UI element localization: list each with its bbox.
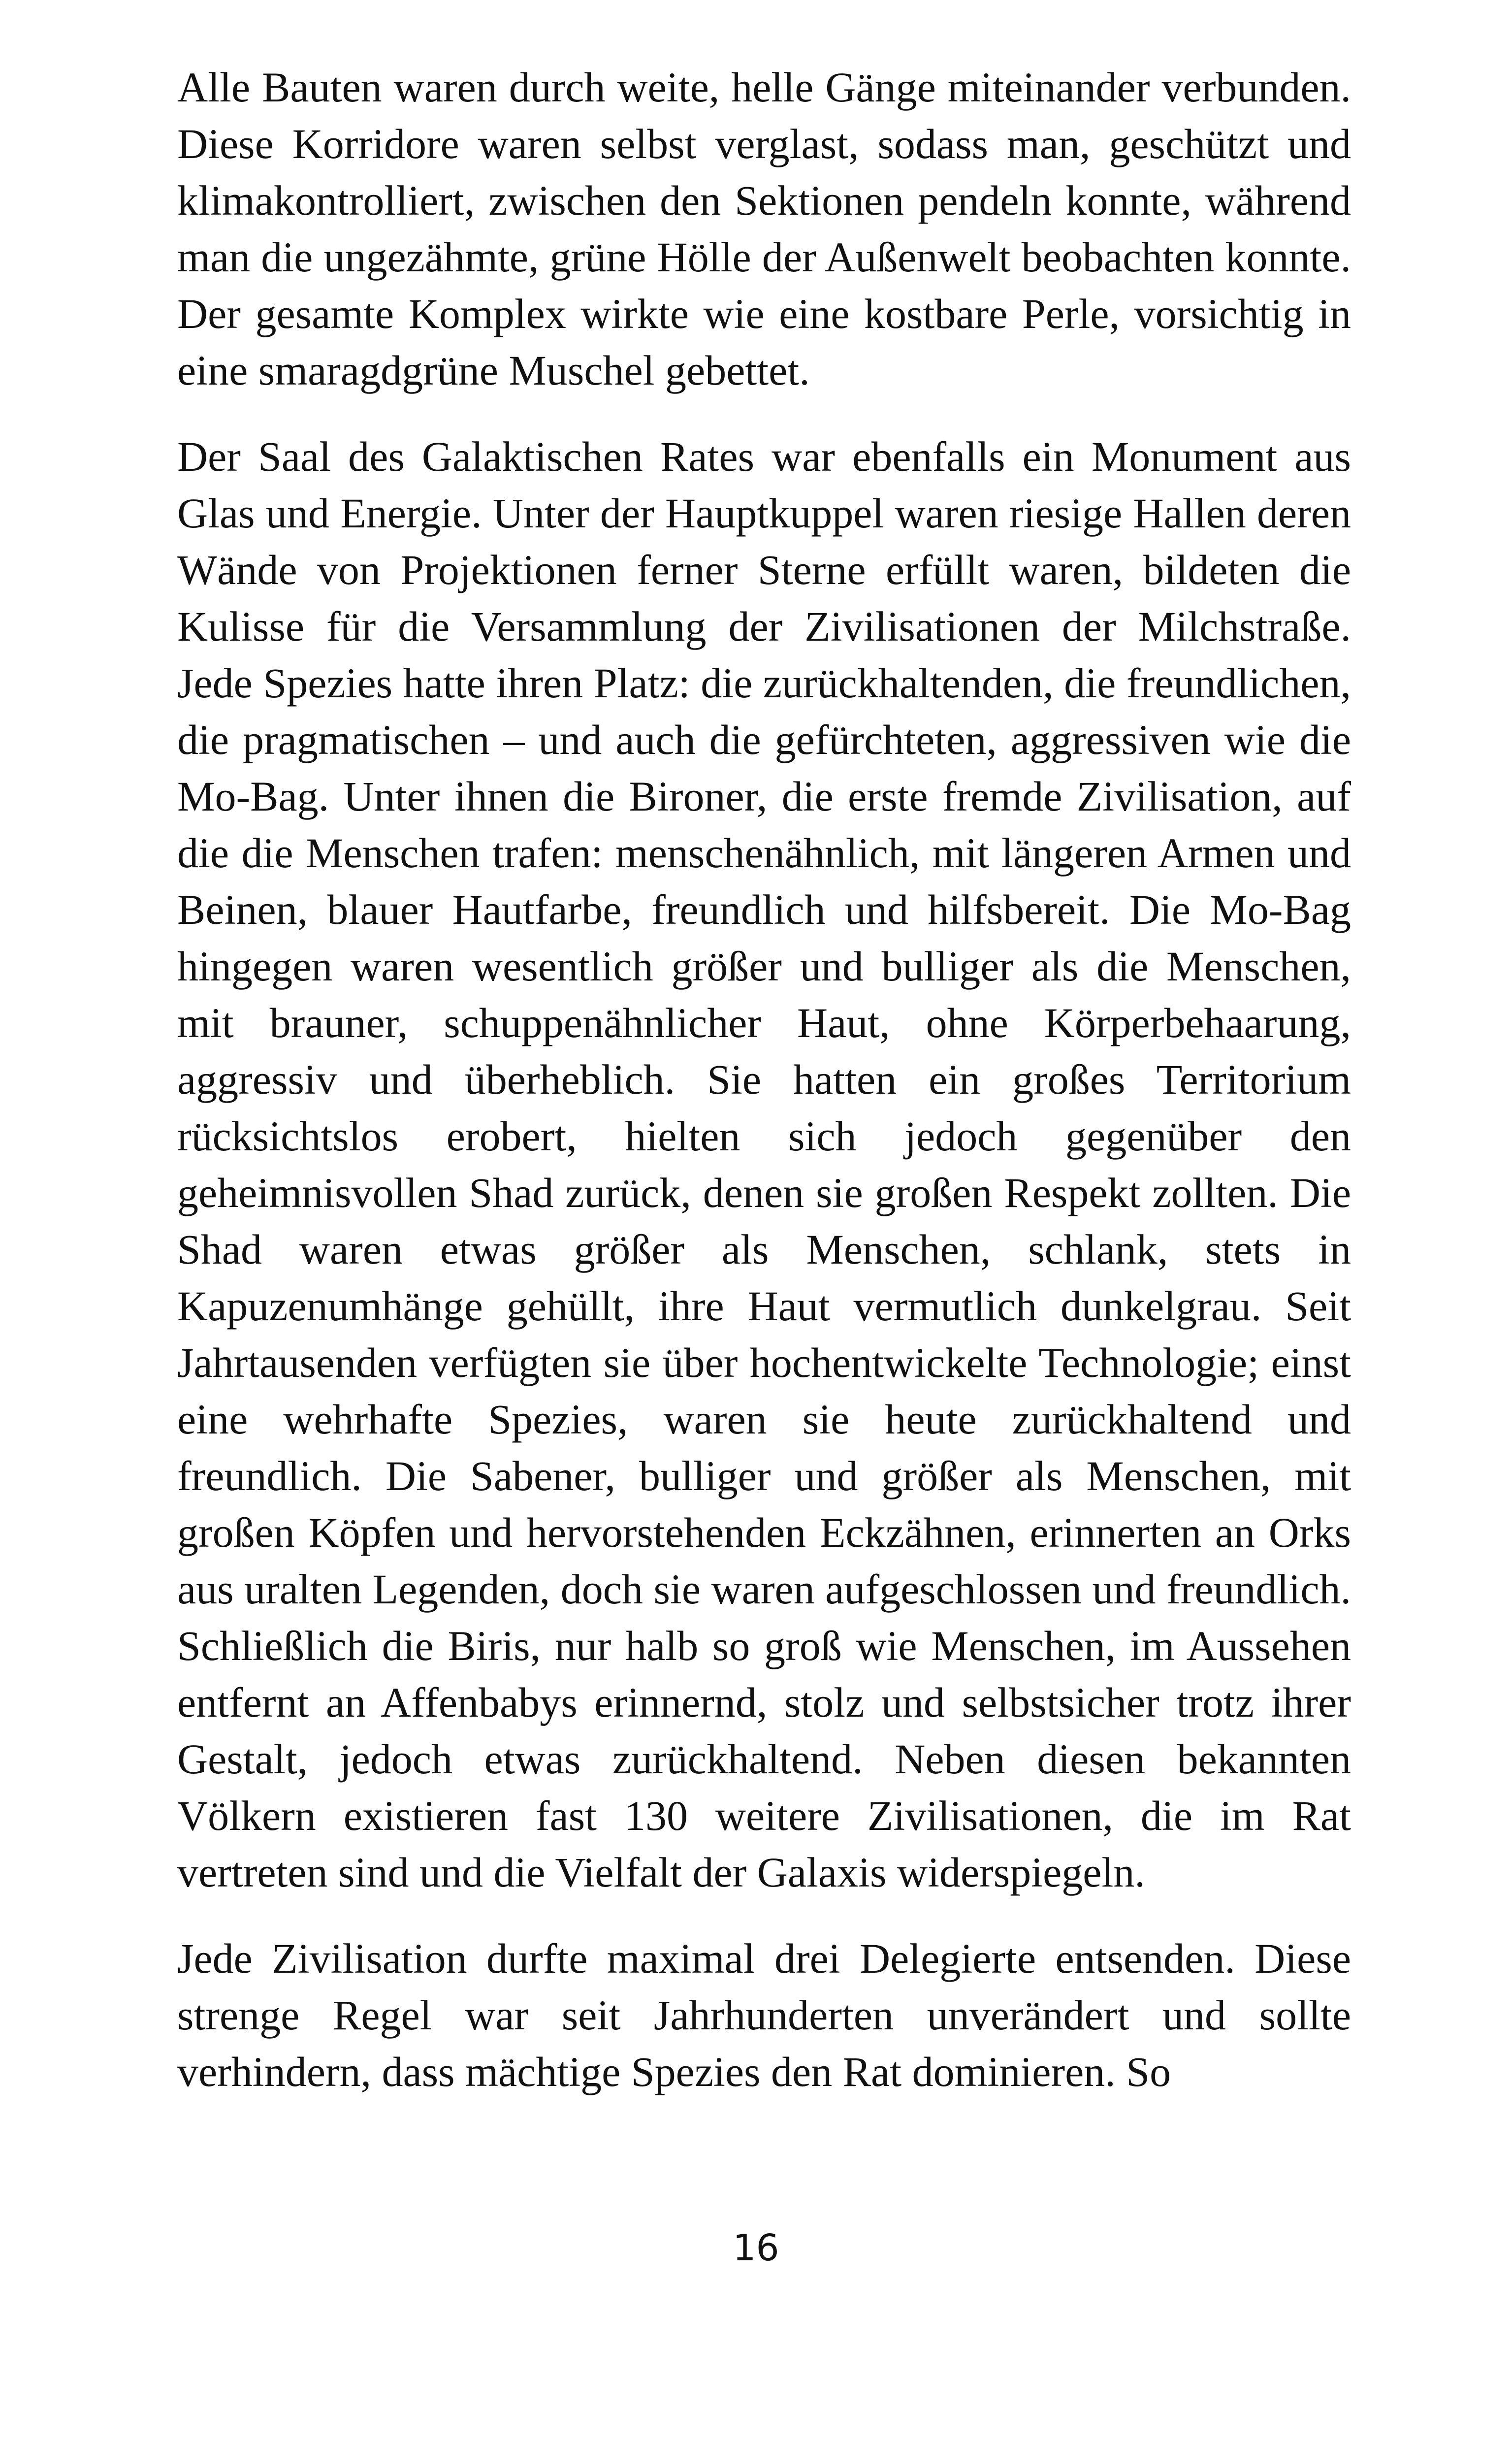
page-number: 16 (733, 2227, 779, 2269)
paragraph-council-hall: Der Saal des Galaktischen Rates war ebenfalls ein Monument aus Glas und Energie. Unter der Hauptkuppel waren riesige Hallen deren Wände von Projektionen ferner Sterne erfüllt waren, bildeten die Kulisse für die Versammlung der Zivilisationen der Milchstraße. Jede Spezies hatte ihren Platz: die zurückhaltenden, die freundlichen, die pragmatischen – und auch die gefürchteten, aggressiven wie die Mo-Bag. Unter ihnen die Bironer, die erste fremde Zivilisation, auf die die Menschen trafen: menschenähnlich, mit längeren Armen und Beinen, blauer Hautfarbe, freundlich und hilfsbereit. Die Mo-Bag hingegen waren wesentlich größer und bulliger als die Menschen, mit brauner, schuppenähnlicher Haut, ohne Körperbehaarung, aggressiv und überheblich. Sie hatten ein großes Territorium rücksichtslos erobert, hielten sich jedoch gegenüber den geheimnisvollen Shad zurück, denen sie großen Respekt zollten. Die Shad waren etwas größer als Menschen, schlank, stets in Kapuzenumhänge gehüllt, ihre Haut vermutlich dunkelgrau. Seit Jahrtausenden verfügten sie über hochentwickelte Technologie; einst eine wehrhafte Spezies, waren sie heute zurückhaltend und freundlich. Die Sabener, bulliger und größer als Menschen, mit großen Köpfen und hervorstehenden Eckzähnen, erinnerten an Orks aus uralten Legenden, doch sie waren aufgeschlossen und freundlich. Schließlich die Biris, nur halb so groß wie Menschen, im Aussehen entfernt an Affenbabys erinnernd, stolz und selbstsicher trotz ihrer Gestalt, jedoch etwas zurückhaltend. Neben diesen bekannten Völkern existieren fast 130 weitere Zivilisationen, die im Rat vertreten sind und die Vielfalt der Galaxis widerspiegeln. (177, 433, 1351, 1896)
paragraph-delegates: Jede Zivilisation durfte maximal drei Delegierte entsenden. Diese strenge Regel war seit Jahrhunderten unverändert und sollte verhindern, dass mächtige Spezies den Rat dominieren. So (177, 1935, 1351, 2095)
page-body (177, 59, 1351, 2100)
paragraph-corridors: Alle Bauten waren durch weite, helle Gänge miteinander verbunden. Diese Korridore waren selbst verglast, sodass man, geschützt und klimakontrolliert, zwischen den Sektionen pendeln konnte, während man die ungezähmte, grüne Hölle der Außenwelt beobachten konnte. Der gesamte Komplex wirkte wie eine kostbare Perle, vorsichtig in eine smaragdgrüne Muschel gebettet. (177, 64, 1351, 394)
